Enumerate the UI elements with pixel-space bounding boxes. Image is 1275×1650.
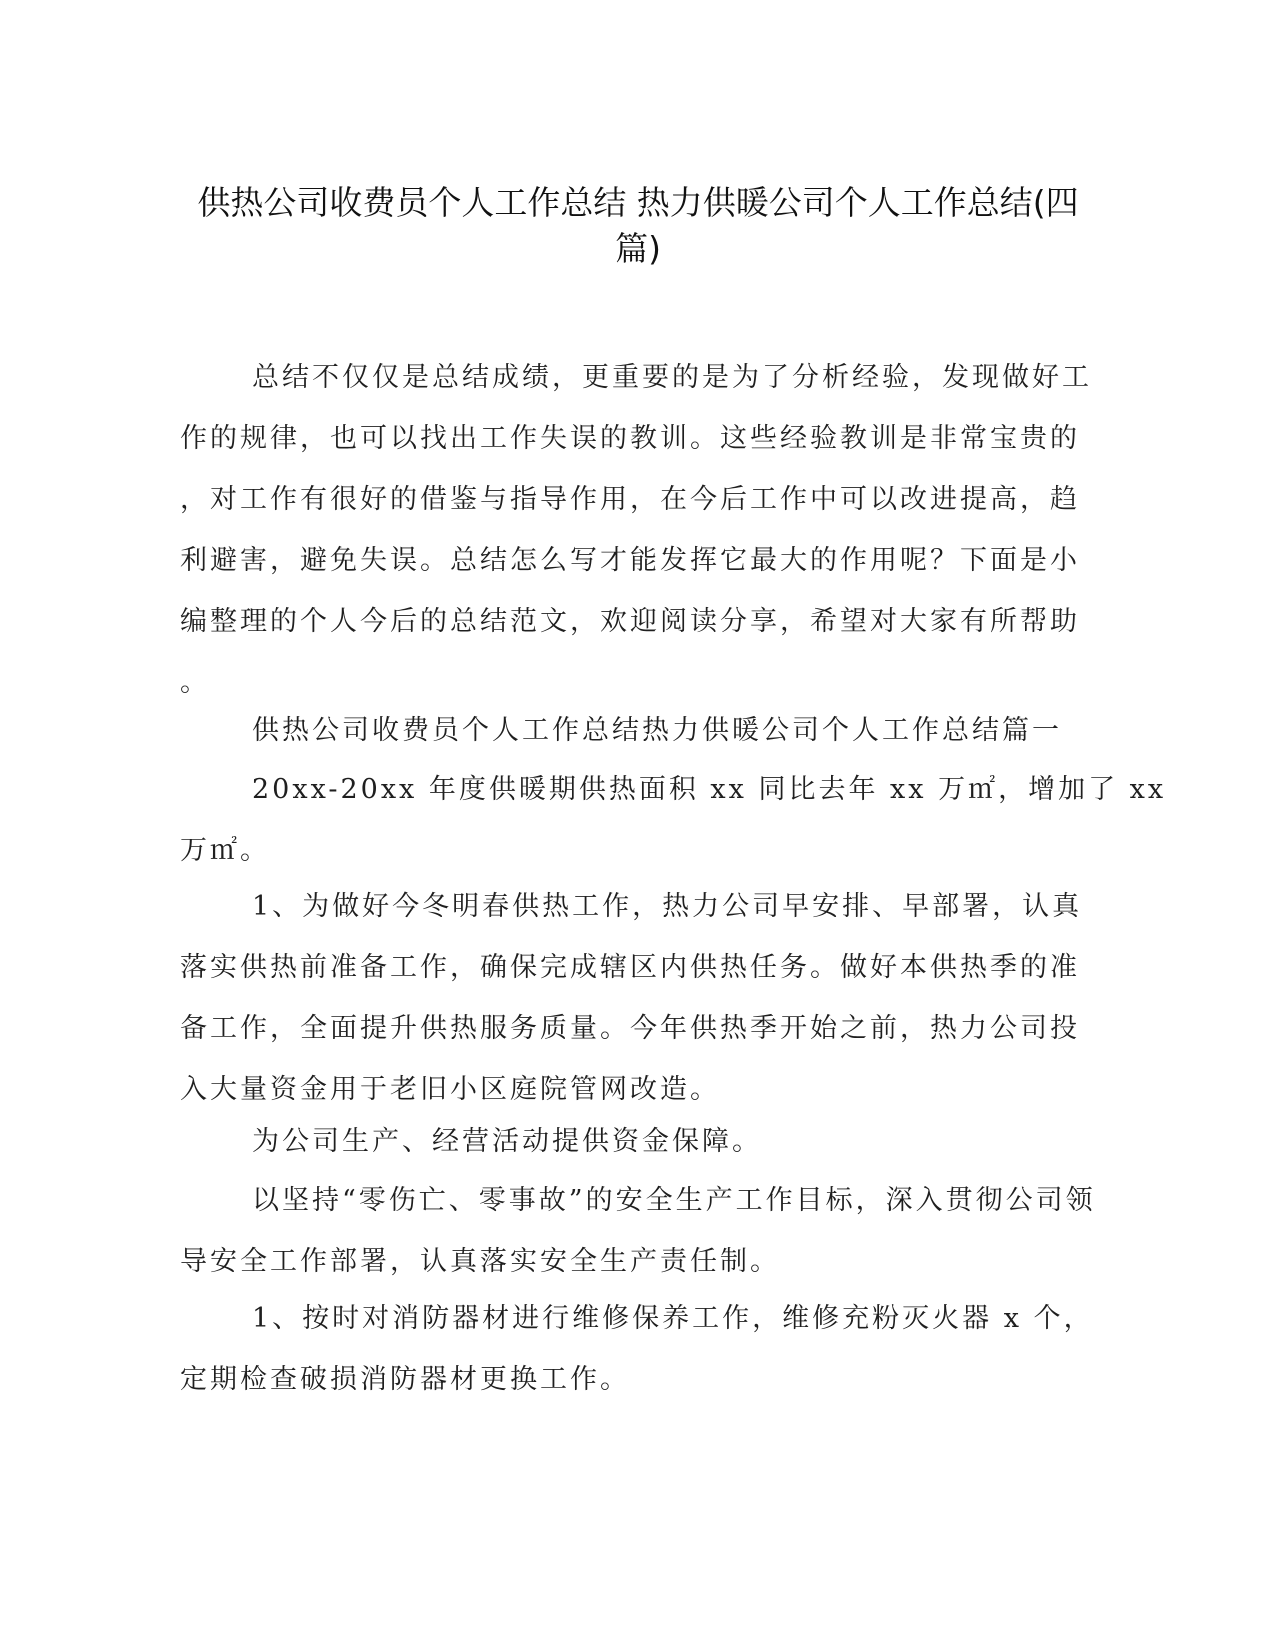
paragraph-line: 利避害，避免失误。总结怎么写才能发挥它最大的作用呢？下面是小: [180, 545, 1080, 576]
paragraph-line: 万㎡。: [180, 835, 270, 866]
paragraph-safety: [180, 1170, 1096, 1292]
paragraph-funding: [180, 1111, 762, 1172]
paragraph-line: 为公司生产、经营活动提供资金保障。: [252, 1126, 762, 1157]
paragraph-line: 以坚持“零伤亡、零事故”的安全生产工作目标，深入贯彻公司领: [252, 1185, 1096, 1216]
paragraph-line: 1、按时对消防器材进行维修保养工作，维修充粉灭火器 x 个，: [252, 1303, 1094, 1334]
paragraph-line: 编整理的个人今后的总结范文，欢迎阅读分享，希望对大家有所帮助: [180, 606, 1080, 637]
paragraph-item-1: [180, 876, 1082, 1120]
title-line: 供热公司收费员个人工作总结 热力供暖公司个人工作总结(四: [197, 183, 1079, 222]
paragraph-intro: [180, 347, 1092, 713]
paragraph-line: 定期检查破损消防器材更换工作。: [180, 1364, 630, 1395]
paragraph-line: 导安全工作部署，认真落实安全生产责任制。: [180, 1246, 780, 1277]
paragraph-line: 备工作，全面提升供热服务质量。今年供热季开始之前，热力公司投: [180, 1013, 1080, 1044]
paragraph-line: 入大量资金用于老旧小区庭院管网改造。: [180, 1074, 720, 1105]
document-title: [178, 180, 1098, 272]
paragraph-area-stats: [180, 759, 1166, 881]
paragraph-line: 20xx-20xx 年度供暖期供热面积 xx 同比去年 xx 万㎡，增加了 xx: [252, 774, 1167, 805]
paragraph-line: 。: [180, 667, 210, 698]
paragraph-line: ，对工作有很好的借鉴与指导作用，在今后工作中可以改进提高，趋: [180, 484, 1080, 515]
section-heading: [180, 700, 1062, 761]
paragraph-line: 供热公司收费员个人工作总结热力供暖公司个人工作总结篇一: [252, 715, 1062, 746]
paragraph-line: 落实供热前准备工作，确保完成辖区内供热任务。做好本供热季的准: [180, 952, 1080, 983]
paragraph-line: 总结不仅仅是总结成绩，更重要的是为了分析经验，发现做好工: [252, 362, 1092, 393]
paragraph-line: 作的规律，也可以找出工作失误的教训。这些经验教训是非常宝贵的: [180, 423, 1080, 454]
paragraph-line: 1、为做好今冬明春供热工作，热力公司早安排、早部署，认真: [252, 891, 1083, 922]
title-line: 篇): [615, 229, 661, 268]
paragraph-fire-equipment: [180, 1288, 1094, 1410]
